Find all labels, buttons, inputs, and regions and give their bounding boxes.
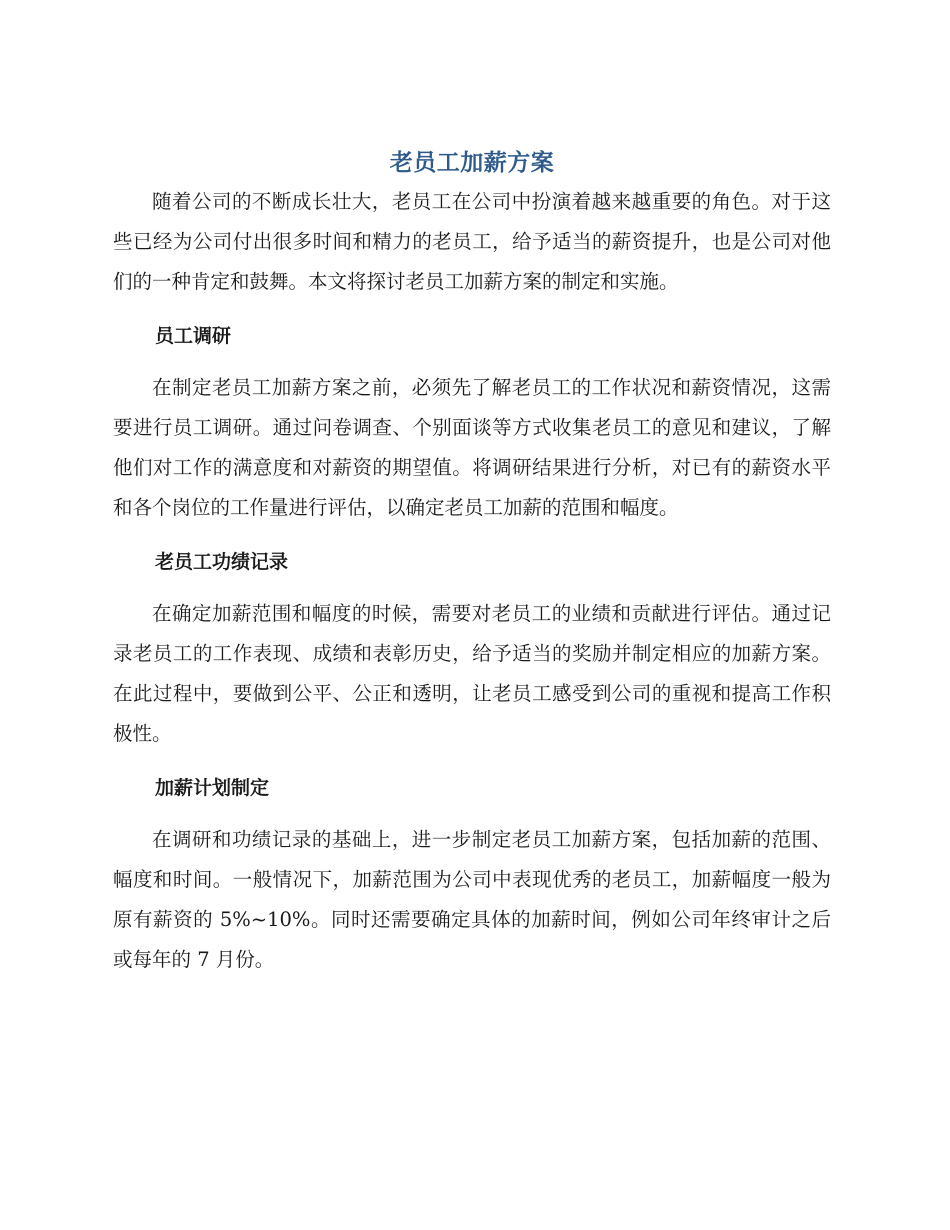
- section-heading-merit-record: 老员工功绩记录: [155, 551, 289, 573]
- document-content: [113, 144, 831, 980]
- intro-paragraph: 随着公司的不断成长壮大，老员工在公司中扮演着越来越重要的角色。对于这些已经为公司付出很多时间和精力的老员工，给予适当的薪资提升，也是公司对他们的一种肯定和鼓舞。本文将探讨老员工加薪方案的制定和实施。: [113, 190, 831, 293]
- section-body-raise-plan: 在调研和功绩记录的基础上，进一步制定老员工加薪方案，包括加薪的范围、幅度和时间。一般情况下，加薪范围为公司中表现优秀的老员工，加薪幅度一般为原有薪资的 5%~10%。同时还需要确定具体的加薪时间，例如公司年终审计之后或每年的 7 月份。: [113, 828, 831, 971]
- document-title: 老员工加薪方案: [389, 150, 555, 176]
- section-body-merit-record: 在确定加薪范围和幅度的时候，需要对老员工的业绩和贡献进行评估。通过记录老员工的工作表现、成绩和表彰历史，给予适当的奖励并制定相应的加薪方案。在此过程中，要做到公平、公正和透明，让老员工感受到公司的重视和提高工作积极性。: [113, 602, 831, 745]
- section-body-survey: 在制定老员工加薪方案之前，必须先了解老员工的工作状况和薪资情况，这需要进行员工调研。通过问卷调查、个别面谈等方式收集老员工的意见和建议，了解他们对工作的满意度和对薪资的期望值。将调研结果进行分析，对已有的薪资水平和各个岗位的工作量进行评估，以确定老员工加薪的范围和幅度。: [113, 376, 831, 519]
- section-heading-raise-plan: 加薪计划制定: [155, 777, 270, 799]
- section-heading-survey: 员工调研: [155, 325, 232, 347]
